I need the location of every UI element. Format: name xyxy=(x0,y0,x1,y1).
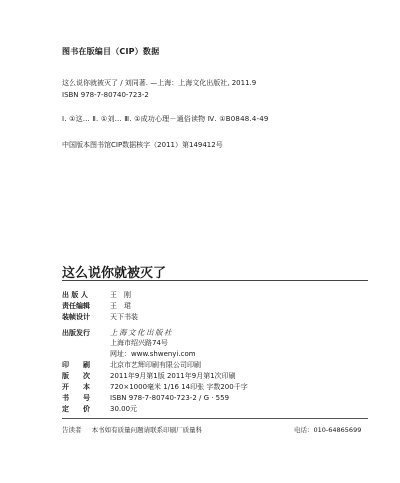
detail-label: 装帧设计 xyxy=(62,313,90,321)
detail-value: 2011年9月第1版 2011年9月第1次印刷 xyxy=(110,372,236,380)
publisher-logo-text: 上海文化出版社 xyxy=(110,328,173,337)
detail-row-design xyxy=(62,312,138,323)
detail-label: 印 刷 xyxy=(62,361,90,369)
detail-value: 上海市绍兴路74号 xyxy=(110,339,168,347)
detail-value: 天下书装 xyxy=(110,313,138,321)
cip-classification: Ⅰ. ①这… Ⅱ. ①刘… Ⅲ. ①成功心理－通俗读物 Ⅳ. ①B0848.4-49 xyxy=(62,115,269,123)
notice-phone: 电话：010-64865699 xyxy=(294,426,362,434)
detail-value: 30.00元 xyxy=(110,405,138,413)
detail-row-editor xyxy=(62,301,131,312)
detail-value: ISBN 978-7-80740-723-2 / G · 559 xyxy=(110,394,230,402)
cip-heading: 图书在版编目（CIP）数据 xyxy=(62,47,160,56)
cip-record-number: 中国版本图书馆CIP数据核字（2011）第149412号 xyxy=(62,141,223,149)
detail-label: 责任编辑 xyxy=(62,302,90,310)
detail-label: 开 本 xyxy=(62,383,90,391)
detail-row-edition xyxy=(62,371,236,382)
detail-label: 出版发行 xyxy=(62,329,90,337)
detail-label: 定 价 xyxy=(62,405,90,413)
detail-row-address xyxy=(62,338,168,349)
footer-divider xyxy=(62,418,368,419)
detail-value: 720×1000毫米 1/16 14印张 字数200千字 xyxy=(110,383,248,391)
detail-label: 版 次 xyxy=(62,372,90,380)
reader-notice xyxy=(62,425,362,434)
notice-text: 本书如有质量问题请联系印刷厂质量科 xyxy=(91,426,203,434)
detail-row-website xyxy=(62,349,196,360)
book-title: 这么说你就被灭了 xyxy=(62,266,167,281)
detail-value: 王 刚 xyxy=(110,291,131,299)
cip-isbn: ISBN 978-7-80740-723-2 xyxy=(62,91,149,99)
detail-value: 王 珺 xyxy=(110,302,131,310)
cip-bibliographic-line: 这么说你就被灭了 / 刘同著. —上海：上海文化出版社, 2011.9 xyxy=(62,79,257,87)
detail-row-format xyxy=(62,382,248,393)
detail-row-price xyxy=(62,404,137,415)
detail-row-publisher-house xyxy=(62,327,173,338)
title-divider xyxy=(62,280,368,281)
detail-value: 北京市艺辉印刷有限公司印刷 xyxy=(110,361,201,369)
detail-label: 出 版 人 xyxy=(62,291,88,299)
detail-value: 网址：www.shwenyi.com xyxy=(110,350,196,358)
detail-row-book-number xyxy=(62,393,229,404)
notice-label: 告读者 xyxy=(62,426,82,434)
detail-row-printer xyxy=(62,360,201,371)
detail-label: 书 号 xyxy=(62,394,90,402)
detail-row-publisher xyxy=(62,290,131,301)
